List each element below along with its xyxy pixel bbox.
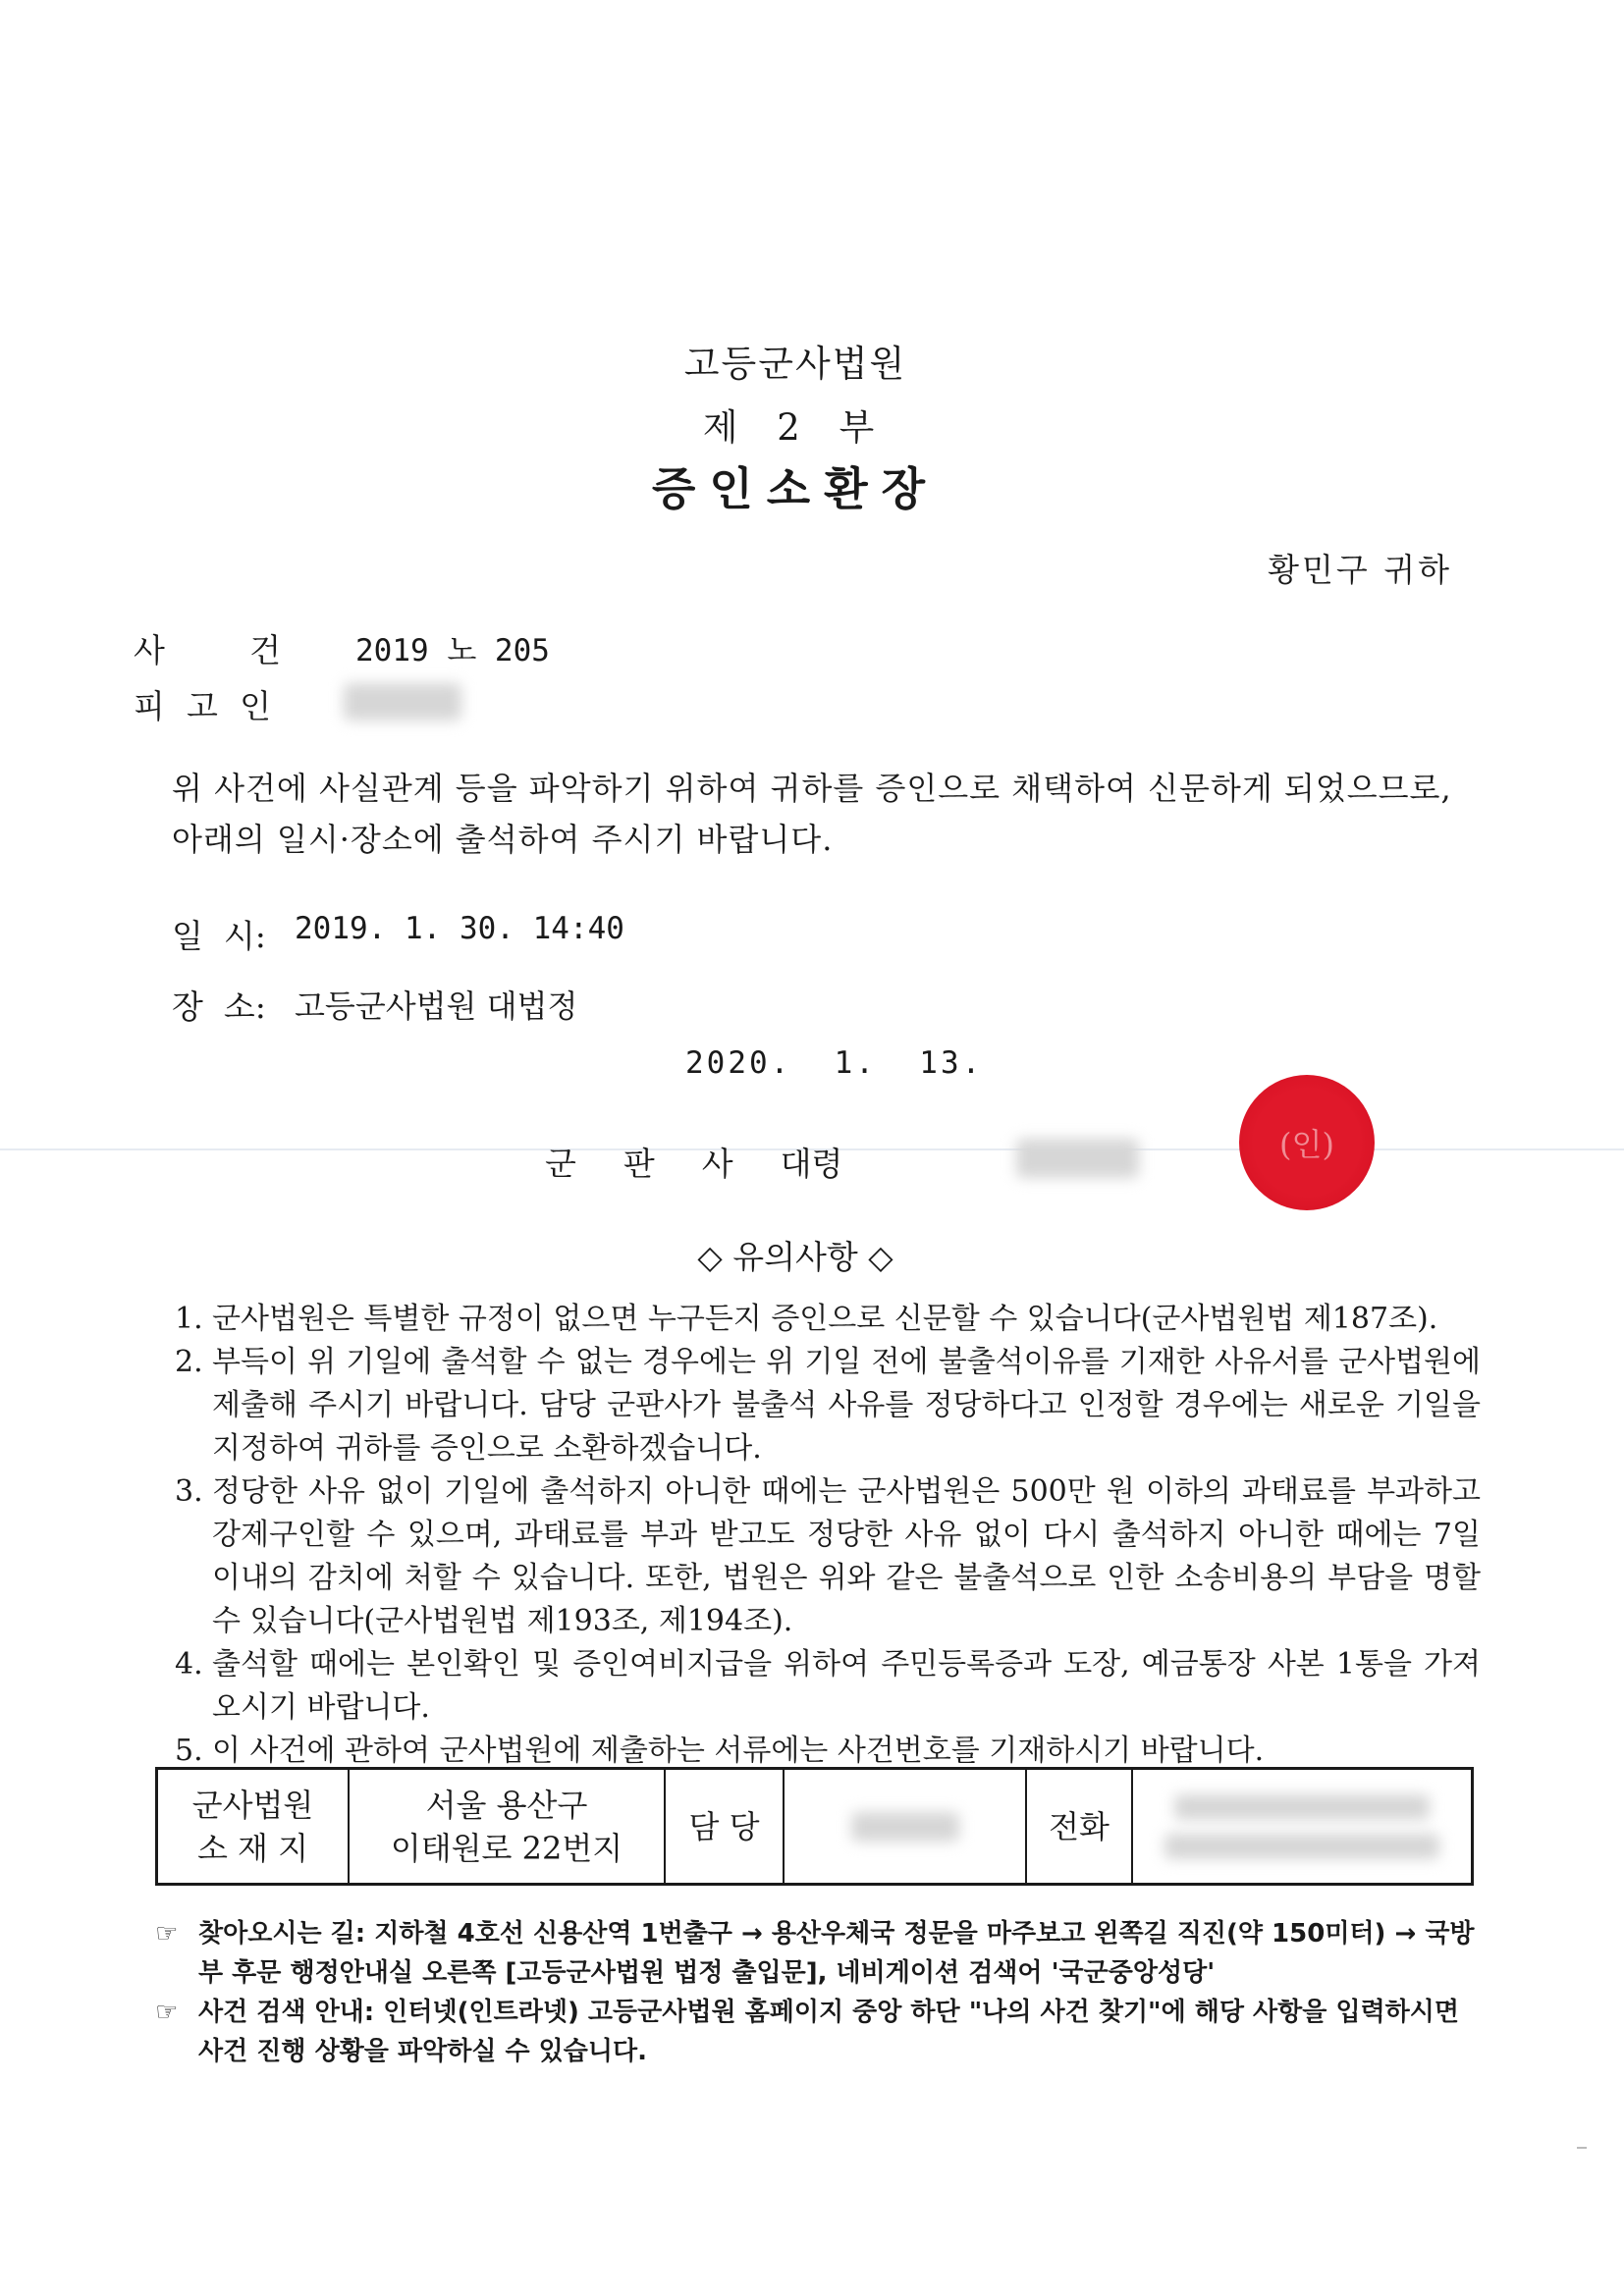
contact-name-redacted (851, 1812, 959, 1842)
court-info-table (155, 1767, 1474, 1886)
phone-redacted-1 (1174, 1794, 1430, 1820)
case-number: 2019 노 205 (355, 633, 550, 668)
defendant-label: 피 고 인 (134, 687, 271, 725)
document-title: 증인소환장 (651, 462, 940, 515)
notice-list (175, 1298, 1481, 1773)
directions-guide (155, 1914, 1490, 2071)
datetime-label: 일 시: (172, 917, 266, 955)
notice-item: 1. 군사법원은 특별한 규정이 없으면 누구든지 증인으로 신문할 수 있습니다(군사법원법 제187조). (175, 1302, 1438, 1336)
location-label-cell: 군사법원 소 재 지 (158, 1770, 350, 1883)
issue-date: 2020. 1. 13. (685, 1045, 984, 1081)
pointing-hand-icon: ☞ (155, 1998, 179, 2027)
phone-label-cell: 전화 (1027, 1770, 1133, 1883)
official-seal: (인) (1239, 1075, 1375, 1210)
case-label: 사 건 (134, 631, 281, 669)
judge-name-redacted (1016, 1139, 1139, 1178)
defendant-name-redacted (344, 683, 461, 721)
notice-item: 5. 이 사건에 관하여 군사법원에 제출하는 서류에는 사건번호를 기재하시기 바랍니다. (175, 1734, 1265, 1768)
judge-signature: 군 판 사 대령 (545, 1145, 843, 1183)
department: 제 2 부 (702, 406, 889, 449)
notice-item: 2. 부득이 위 기일에 출석할 수 없는 경우에는 위 기일 전에 불출석이유를 기재한 사유서를 군사법원에 제출해 주시기 바랍니다. 담당 군판사가 불출석 사유를 정당하다고 인정할 경우에는 새로운 기일을 지정하여 귀하를 증인으로 소환하겠습니다. (175, 1345, 1481, 1466)
case-search-row: ☞ 사건 검색 안내: 인터넷(인트라넷) 고등군사법원 홈페이지 중앙 하단 "나의 사건 찾기"에 해당 사항을 입력하시면 사건 진행 상황을 파악하실 수 있습니다. (155, 1993, 1490, 2071)
addressee: 황민구 귀하 (1268, 551, 1452, 589)
notice-heading: ◇ 유의사항 ◇ (697, 1238, 893, 1276)
court-name: 고등군사법원 (683, 343, 907, 385)
directions-row: ☞ 찾아오시는 길: 지하철 4호선 신용산역 1번출구 → 용산우체국 정문을 마주보고 왼쪽길 직진(약 150미터) → 국방부 후문 행정안내실 오른쪽 [고등군사법원 법정 출입문], 네비게이션 검색어 '국군중앙성당' (155, 1914, 1490, 1993)
pointing-hand-icon: ☞ (155, 1919, 179, 1949)
contact-name-cell (785, 1770, 1027, 1883)
notice-item: 3. 정당한 사유 없이 기일에 출석하지 아니한 때에는 군사법원은 500만 원 이하의 과태료를 부과하고 강제구인할 수 있으며, 과태료를 부과 받고도 정당한 사유 없이 다시 출석하지 아니한 때에는 7일 이내의 감치에 처할 수 있습니다. 또한, 법원은 위와 같은 불출석으로 인한 소송비용의 부담을 명할 수 있습니다(군사법원법 제193조, 제194조). (175, 1474, 1481, 1638)
address-cell: 서울 용산구 이태원로 22번지 (350, 1770, 666, 1883)
phone-redacted-2 (1164, 1834, 1439, 1859)
contact-label-cell: 담 당 (666, 1770, 785, 1883)
hearing-place: 고등군사법원 대법정 (295, 988, 578, 1025)
notice-item: 4. 출석할 때에는 본인확인 및 증인여비지급을 위하여 주민등록증과 도장, 예금통장 사본 1통을 가져오시기 바랍니다. (175, 1647, 1481, 1725)
scan-mark (1577, 2147, 1587, 2149)
summons-paragraph: 위 사건에 사실관계 등을 파악하기 위하여 귀하를 증인으로 채택하여 신문하게 되었으므로, 아래의 일시·장소에 출석하여 주시기 바랍니다. (172, 770, 1452, 858)
hearing-datetime: 2019. 1. 30. 14:40 (295, 911, 624, 946)
phone-number-cell (1133, 1770, 1471, 1883)
place-label: 장 소: (172, 988, 266, 1026)
